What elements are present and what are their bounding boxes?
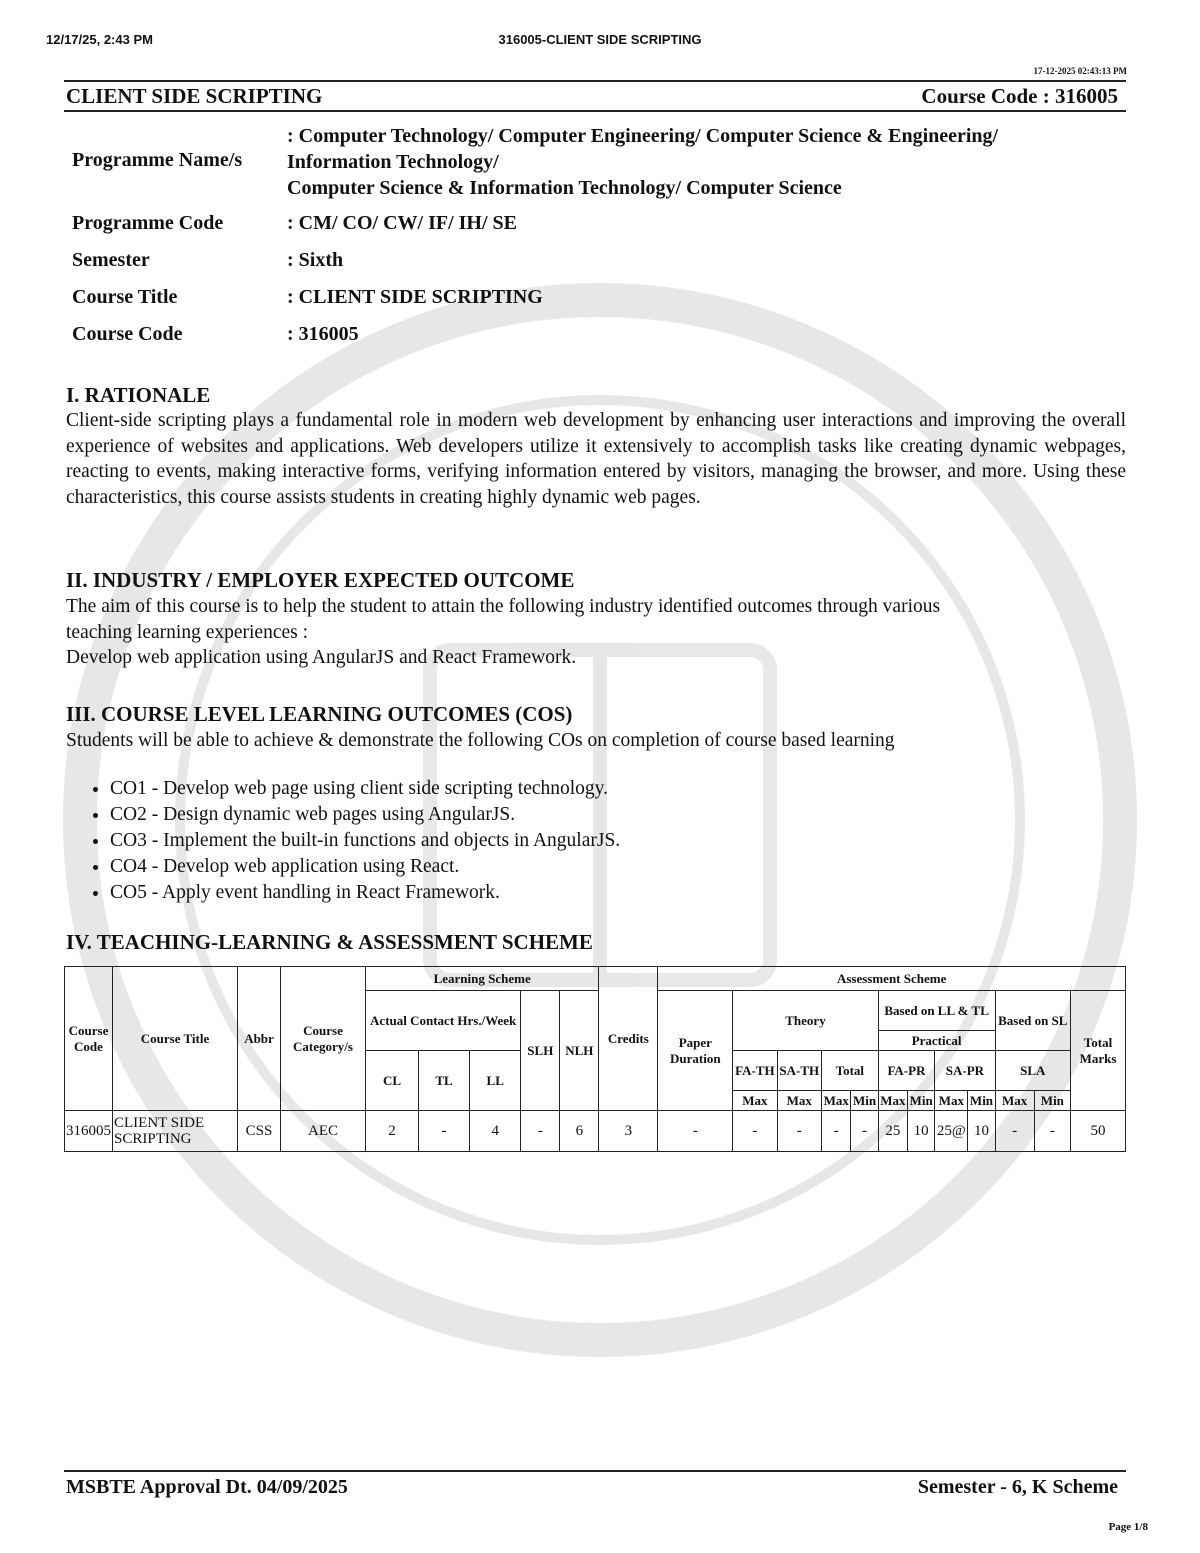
- th-total-marks: Total Marks: [1071, 991, 1126, 1111]
- th-abbr: Abbr: [238, 967, 281, 1111]
- cell-total-max: -: [822, 1111, 851, 1152]
- programme-code-label: Programme Code: [72, 212, 224, 234]
- programme-names-label: Programme Name/s: [72, 149, 243, 171]
- course-title-label: Course Title: [72, 286, 178, 308]
- th-based-ll-tl: Based on LL & TL: [878, 991, 995, 1031]
- industry-line: The aim of this course is to help the student to attain the following industry identified outcomes through various: [66, 596, 941, 617]
- cell-paper-duration: -: [658, 1111, 733, 1152]
- generated-timestamp: 17-12-2025 02:43:13 PM: [1033, 66, 1127, 76]
- footer-rule: [64, 1470, 1126, 1472]
- cell-total-marks: 50: [1071, 1111, 1126, 1152]
- th-total: Total: [822, 1051, 879, 1091]
- semester-scheme: Semester - 6, K Scheme: [917, 1476, 1118, 1498]
- th-based-sl: Based on SL: [995, 991, 1070, 1051]
- cell-sa-pr-min: 10: [968, 1111, 995, 1152]
- th-max: Max: [777, 1091, 821, 1111]
- th-cl: CL: [366, 1051, 419, 1111]
- programme-names-value: [287, 123, 998, 201]
- th-min: Min: [851, 1091, 878, 1111]
- cell-abbr: CSS: [238, 1111, 281, 1152]
- cell-course-title: CLIENT SIDE SCRIPTING: [113, 1111, 238, 1152]
- th-tl: TL: [418, 1051, 469, 1111]
- cos-intro: Students will be able to achieve & demonstrate the following COs on completion of course based learning: [66, 730, 895, 751]
- cell-course-code: 316005: [65, 1111, 113, 1152]
- programme-names-line: Computer Science & Information Technology/ Computer Science: [287, 177, 842, 199]
- cell-cl: 2: [366, 1111, 419, 1152]
- header-rule-top: [64, 80, 1126, 82]
- th-sa-th: SA-TH: [777, 1051, 821, 1091]
- industry-title: II. INDUSTRY / EMPLOYER EXPECTED OUTCOME: [66, 568, 575, 592]
- th-paper-duration: Paper Duration: [658, 991, 733, 1111]
- th-min: Min: [1034, 1091, 1070, 1111]
- programme-code-value: : CM/ CO/ CW/ IF/ IH/ SE: [287, 212, 518, 234]
- rationale-title: I. RATIONALE: [66, 383, 211, 407]
- th-max: Max: [878, 1091, 907, 1111]
- cell-sa-pr-max: 25@: [935, 1111, 968, 1152]
- th-nlh: NLH: [560, 991, 599, 1111]
- th-fa-pr: FA-PR: [878, 1051, 935, 1091]
- cell-tl: -: [418, 1111, 469, 1152]
- th-theory: Theory: [733, 991, 878, 1051]
- cell-sla-max: -: [995, 1111, 1034, 1152]
- cell-total-min: -: [851, 1111, 878, 1152]
- th-max: Max: [935, 1091, 968, 1111]
- header-rule-bottom: [64, 110, 1126, 112]
- print-datetime: 12/17/25, 2:43 PM: [46, 32, 153, 47]
- cell-fa-th-max: -: [733, 1111, 777, 1152]
- co-item: • CO2 - Design dynamic web pages using AngularJS.: [110, 802, 620, 828]
- cos-title: III. COURSE LEVEL LEARNING OUTCOMES (COS): [66, 702, 573, 726]
- cell-sa-th-max: -: [777, 1111, 821, 1152]
- th-max: Max: [995, 1091, 1034, 1111]
- th-credits: Credits: [599, 967, 658, 1111]
- co-item: • CO5 - Apply event handling in React Framework.: [110, 880, 620, 906]
- course-name-header: CLIENT SIDE SCRIPTING: [66, 84, 323, 108]
- th-max: Max: [822, 1091, 851, 1111]
- table-row: [65, 1111, 1126, 1152]
- industry-text: [66, 594, 1126, 671]
- industry-line: teaching learning experiences :: [66, 621, 309, 643]
- approval-date: MSBTE Approval Dt. 04/09/2025: [66, 1476, 348, 1498]
- cell-category: AEC: [281, 1111, 366, 1152]
- print-page-title: 316005-CLIENT SIDE SCRIPTING: [498, 32, 702, 47]
- th-slh: SLH: [521, 991, 560, 1111]
- th-learning-scheme: Learning Scheme: [366, 967, 599, 991]
- cell-credits: 3: [599, 1111, 658, 1152]
- course-code-header: Course Code : 316005: [921, 84, 1118, 108]
- cell-fa-pr-min: 10: [908, 1111, 935, 1152]
- course-code-value: : 316005: [287, 323, 359, 345]
- cell-nlh: 6: [560, 1111, 599, 1152]
- th-min: Min: [908, 1091, 935, 1111]
- th-sla: SLA: [995, 1051, 1070, 1091]
- teaching-assessment-table: [64, 966, 1126, 1152]
- course-code-label: Course Code: [72, 323, 183, 345]
- page-number: Page 1/8: [1108, 1521, 1148, 1533]
- semester-label: Semester: [72, 249, 150, 271]
- scheme-title: IV. TEACHING-LEARNING & ASSESSMENT SCHEME: [66, 930, 593, 954]
- semester-value: : Sixth: [287, 249, 344, 271]
- co-item: • CO4 - Develop web application using React.: [110, 854, 620, 880]
- rationale-text: Client-side scripting plays a fundamental role in modern web development by enhancing user interactions and improving the overall experience of websites and applications. Web developers utilize it extensively to accomplish tasks like creating dynamic webpages, reacting to events, making interactive forms, verifying information entered by visitors, managing the browser, and more. Using these characteristics, this course assists students in creating highly dynamic web pages.: [66, 410, 1126, 508]
- th-max: Max: [733, 1091, 777, 1111]
- cell-slh: -: [521, 1111, 560, 1152]
- course-title-value: : CLIENT SIDE SCRIPTING: [287, 286, 543, 308]
- industry-line: Develop web application using AngularJS and React Framework.: [66, 647, 577, 668]
- th-practical: Practical: [878, 1031, 995, 1051]
- co-item: • CO1 - Develop web page using client side scripting technology.: [110, 776, 620, 802]
- th-course-category: Course Category/s: [281, 967, 366, 1111]
- th-ll: LL: [470, 1051, 521, 1111]
- th-assessment-scheme: Assessment Scheme: [658, 967, 1126, 991]
- th-course-title: Course Title: [113, 967, 238, 1111]
- programme-names-line: : Computer Technology/ Computer Engineering/ Computer Science & Engineering/: [287, 125, 999, 147]
- th-min: Min: [968, 1091, 995, 1111]
- th-course-code: Course Code: [65, 967, 113, 1111]
- th-sa-pr: SA-PR: [935, 1051, 995, 1091]
- co-list: [86, 776, 620, 906]
- programme-names-line: Information Technology/: [287, 151, 499, 173]
- co-item: • CO3 - Implement the built-in functions and objects in AngularJS.: [110, 828, 620, 854]
- cell-fa-pr-max: 25: [878, 1111, 907, 1152]
- th-fa-th: FA-TH: [733, 1051, 777, 1091]
- th-actual-contact: Actual Contact Hrs./Week: [366, 991, 521, 1051]
- cell-sla-min: -: [1034, 1111, 1070, 1152]
- cell-ll: 4: [470, 1111, 521, 1152]
